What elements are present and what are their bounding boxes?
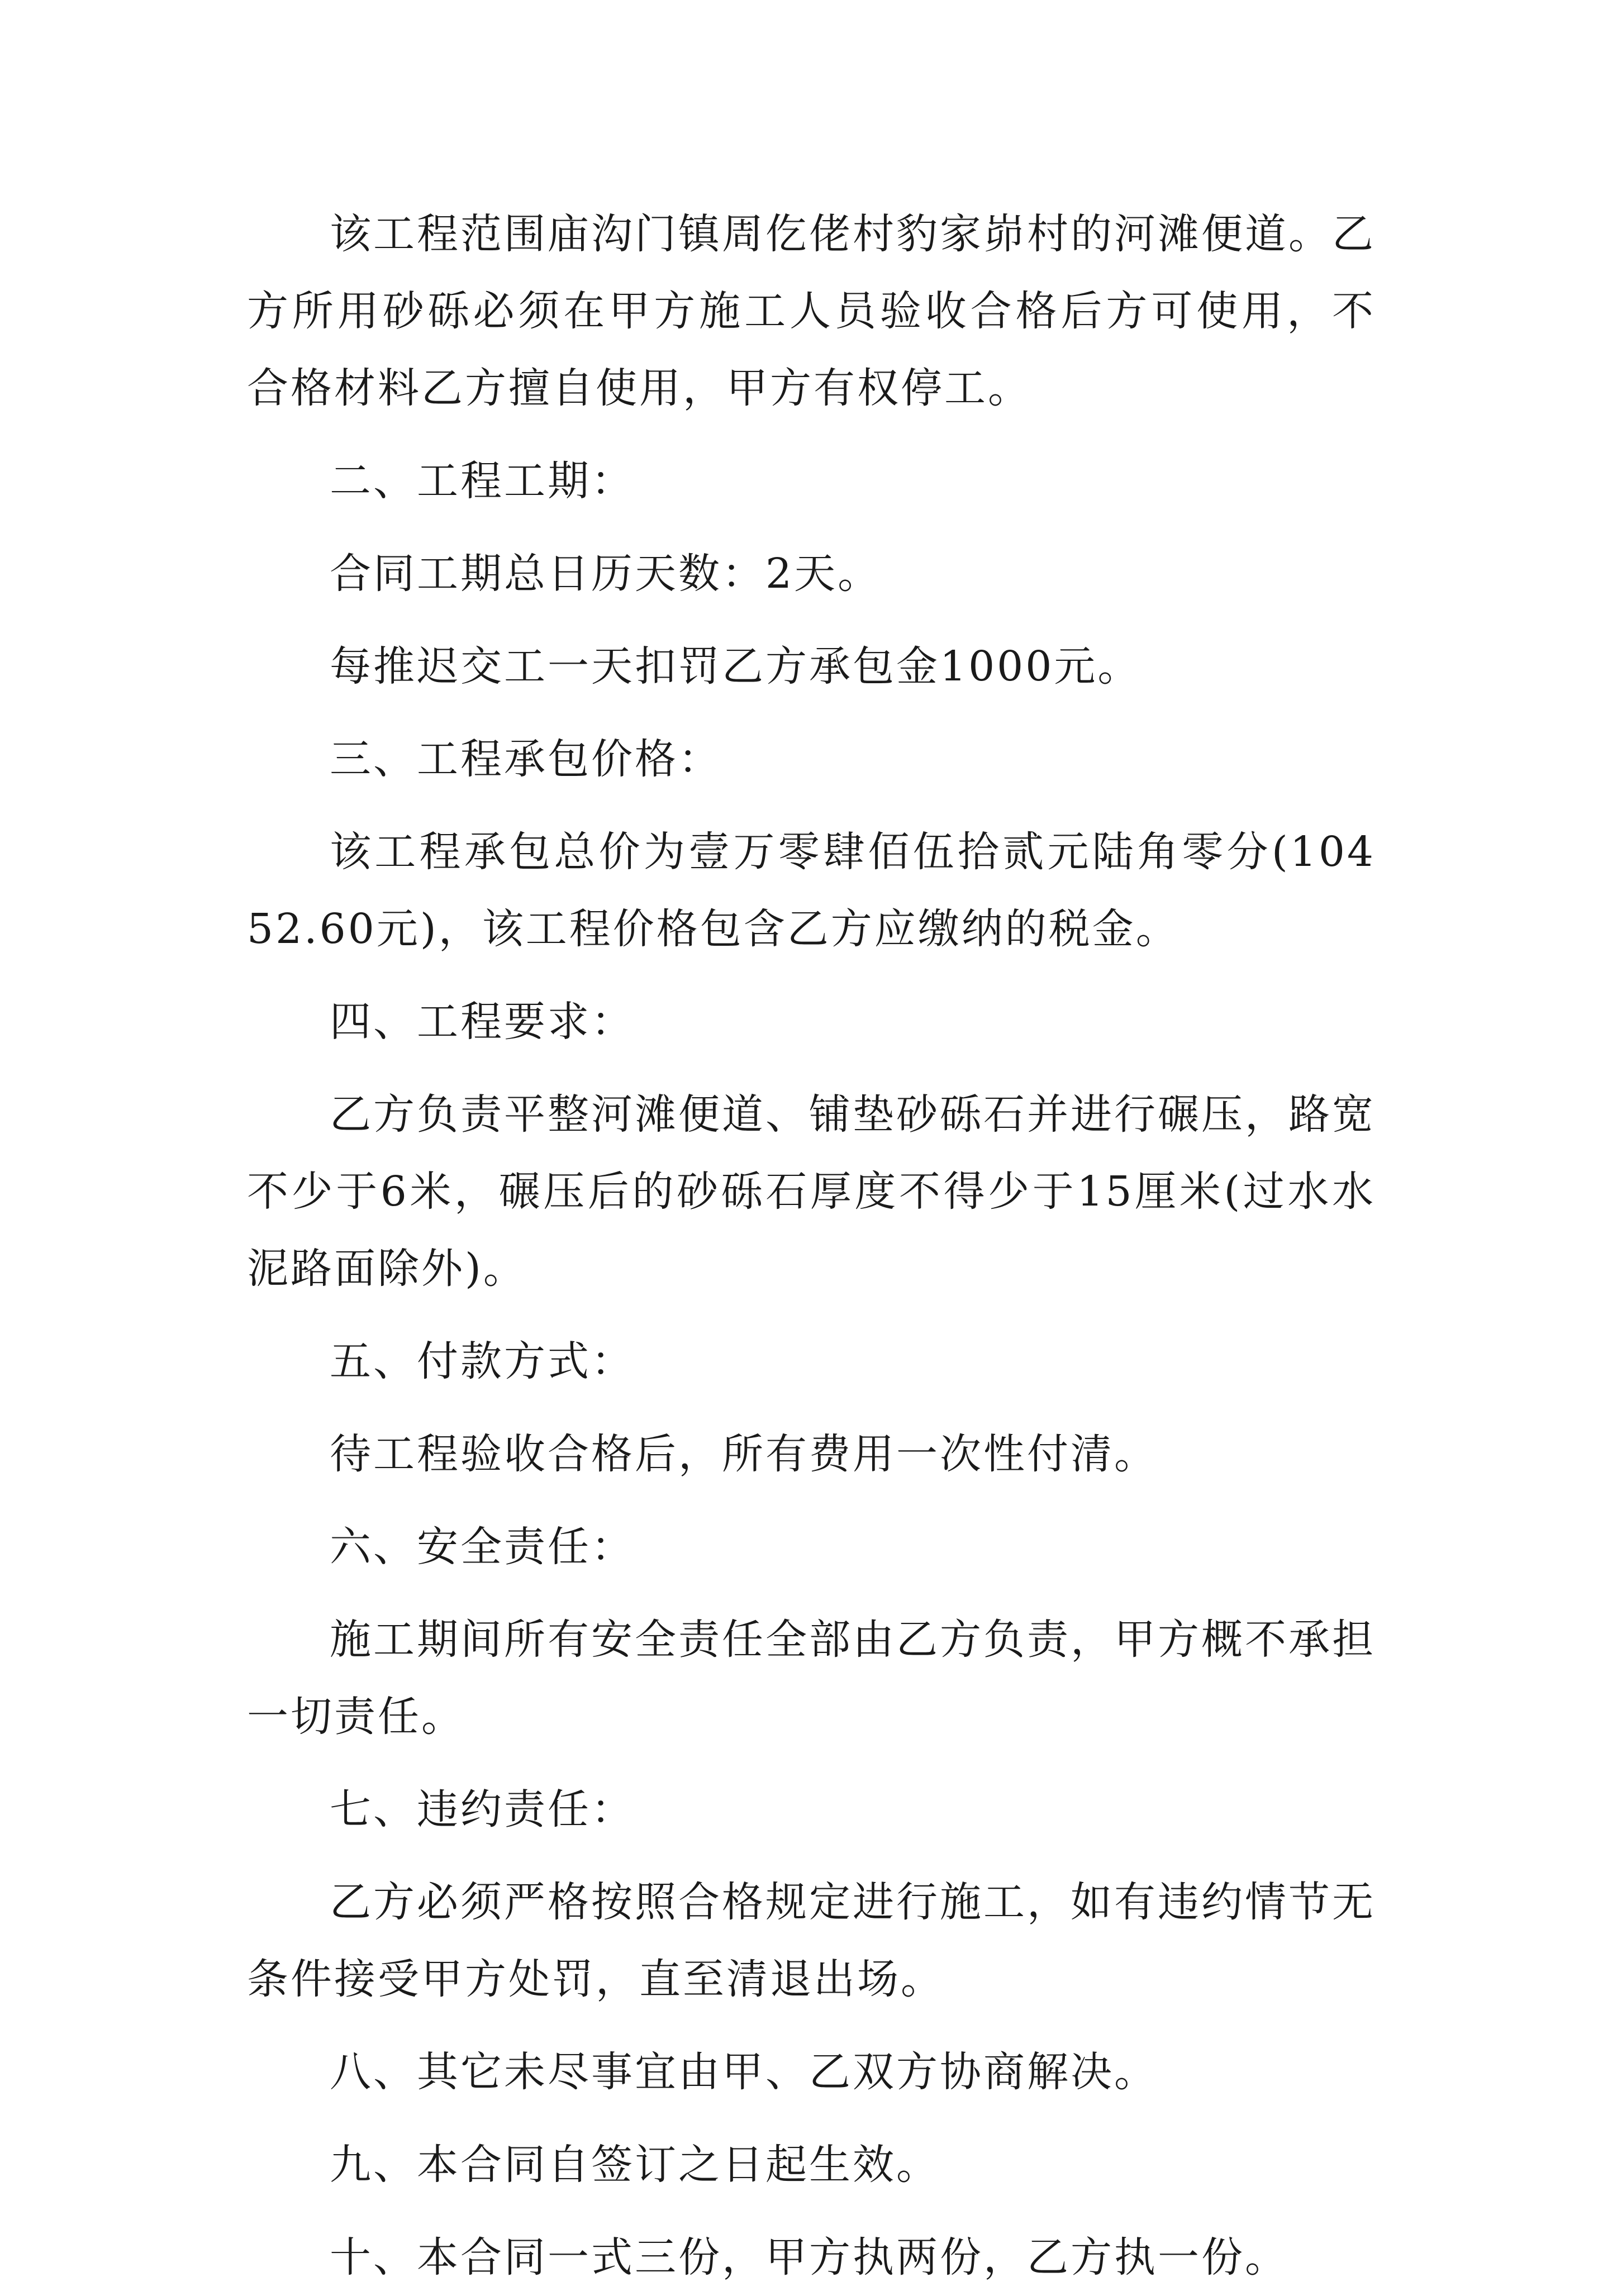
paragraph-delay-penalty: 每推迟交工一天扣罚乙方承包金1000元。 [330,642,1142,690]
section-heading-schedule: 二、工程工期： [330,457,635,505]
clause-effective-date: 九、本合同自签订之日起生效。 [330,2141,940,2189]
section-heading-payment: 五、付款方式： [330,1337,635,1385]
paragraph-requirements: 乙方负责平整河滩便道、铺垫砂砾石并进行碾压，路宽不少于6米，碾压后的砂砾石厚度不得少于15厘米(过水水泥路面除外)。 [247,1090,1376,1293]
clause-copies: 十、本合同一式三份，甲方执两份，乙方执一份。 [330,2233,1288,2281]
paragraph-contract-duration: 合同工期总日历天数：2天。 [330,550,882,598]
clause-other-matters: 八、其它未尽事宜由甲、乙双方协商解决。 [330,2048,1158,2096]
paragraph-payment: 待工程验收合格后，所有费用一次性付清。 [330,1430,1158,1478]
section-heading-price: 三、工程承包价格： [330,735,722,783]
section-heading-requirements: 四、工程要求： [330,998,635,1046]
document-body [247,196,1376,2296]
section-heading-breach: 七、违约责任： [330,1785,635,1833]
paragraph-contract-price: 该工程承包总价为壹万零肆佰伍拾贰元陆角零分(10452.60元)，该工程价格包含乙方应缴纳的税金。 [247,828,1376,953]
paragraph-breach: 乙方必须严格按照合格规定进行施工，如有违约情节无条件接受甲方处罚，直至清退出场。 [247,1878,1376,2003]
paragraph-safety: 施工期间所有安全责任全部由乙方负责，甲方概不承担一切责任。 [247,1616,1376,1741]
paragraph-project-scope: 该工程范围庙沟门镇周仡佬村豹家峁村的河滩便道。乙方所用砂砾必须在甲方施工人员验收合格后方可使用，不合格材料乙方擅自使用，甲方有权停工。 [247,210,1376,412]
section-heading-safety: 六、安全责任： [330,1523,635,1571]
